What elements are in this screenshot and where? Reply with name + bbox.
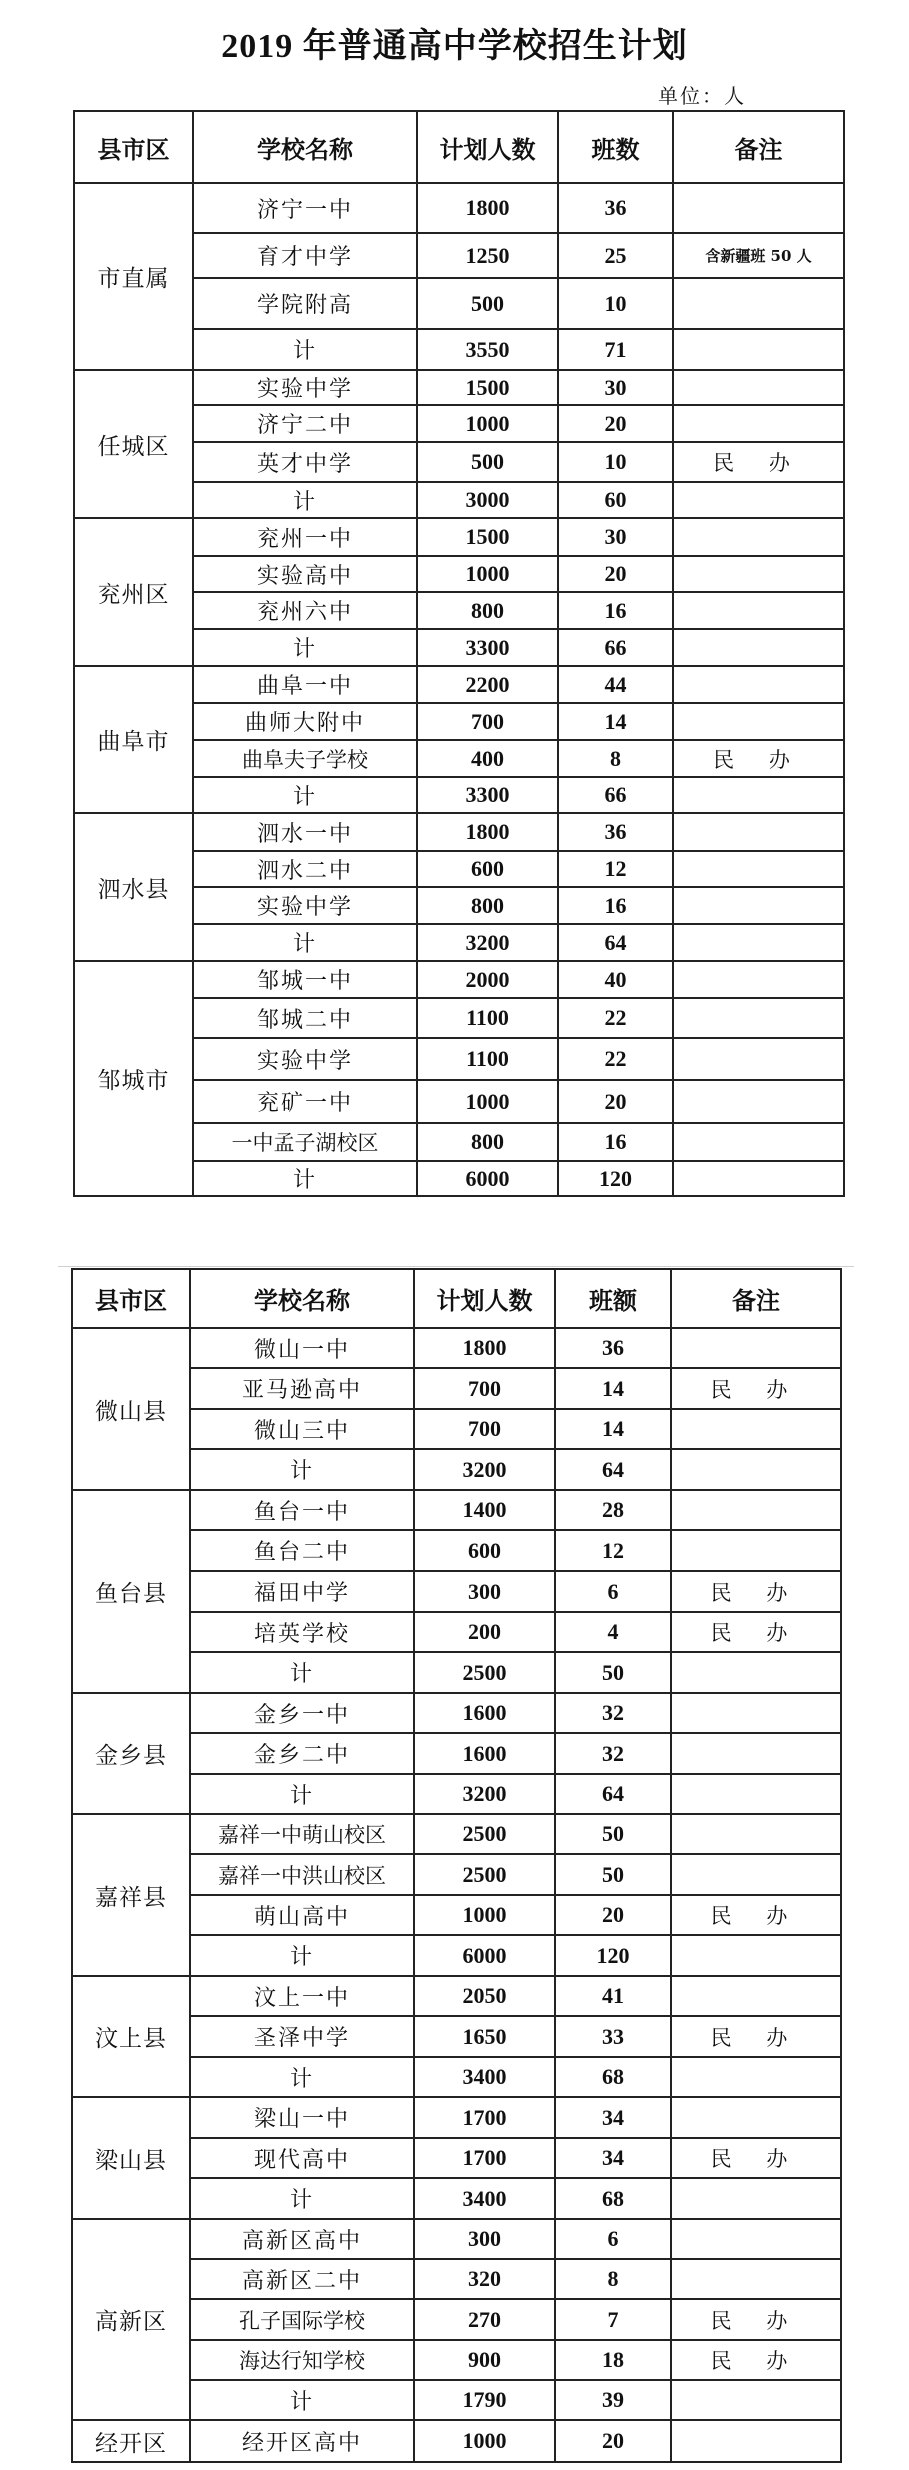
district-cell: 鱼台县: [72, 1490, 190, 1693]
class-count-cell: 36: [558, 813, 673, 851]
planned-count-cell: 300: [414, 2219, 555, 2259]
class-count-cell: 64: [555, 1449, 671, 1490]
header-row: [74, 111, 844, 183]
school-name-cell: 海达行知学校: [190, 2340, 414, 2380]
enrollment-table-1: [73, 110, 845, 1197]
planned-count-cell: 3200: [414, 1774, 555, 1814]
class-count-cell: 40: [558, 961, 673, 998]
remark-cell: [673, 629, 844, 666]
planned-count-cell: 700: [417, 703, 558, 740]
class-count-cell: 12: [558, 851, 673, 887]
planned-count-cell: 2500: [414, 1652, 555, 1693]
subtotal-label: 计: [193, 629, 417, 666]
class-count-cell: 6: [555, 2219, 671, 2259]
remark-cell: [673, 1161, 844, 1196]
class-count-cell: 16: [558, 1123, 673, 1161]
remark-cell: [673, 592, 844, 629]
district-cell: 微山县: [72, 1328, 190, 1490]
table-row: [74, 183, 844, 233]
class-count-cell: 16: [558, 887, 673, 924]
remark-cell: [673, 924, 844, 961]
table-row: [72, 1693, 841, 1733]
table-row: [74, 370, 844, 405]
header-district: 县市区: [74, 111, 193, 183]
planned-count-cell: 1400: [414, 1490, 555, 1530]
planned-count-cell: 1800: [417, 813, 558, 851]
remark-cell: 民 办: [671, 2340, 841, 2380]
planned-count-cell: 400: [417, 740, 558, 777]
enrollment-table-2: [71, 1268, 842, 2463]
class-count-cell: 20: [558, 405, 673, 442]
table-row: [72, 1814, 841, 1854]
planned-count-cell: 1650: [414, 2016, 555, 2057]
class-count-cell: 64: [558, 924, 673, 961]
class-count-cell: 50: [555, 1814, 671, 1854]
remark-cell: [673, 518, 844, 556]
remark-cell: 民 办: [671, 1571, 841, 1612]
planned-count-cell: 800: [417, 887, 558, 924]
class-count-cell: 41: [555, 1976, 671, 2016]
planned-count-cell: 1000: [417, 1080, 558, 1123]
class-count-cell: 20: [555, 1895, 671, 1935]
table-row: [72, 1490, 841, 1530]
district-cell: 兖州区: [74, 518, 193, 666]
planned-count-cell: 800: [417, 1123, 558, 1161]
district-cell: 高新区: [72, 2219, 190, 2420]
school-name-cell: 兖州六中: [193, 592, 417, 629]
remark-cell: 民 办: [671, 1612, 841, 1652]
header-row: [72, 1269, 841, 1328]
planned-count-cell: 1000: [417, 556, 558, 592]
planned-count-cell: 1000: [417, 405, 558, 442]
district-cell: 经开区: [72, 2420, 190, 2462]
school-name-cell: 曲师大附中: [193, 703, 417, 740]
planned-count-cell: 3550: [417, 329, 558, 370]
header-school-name: 学校名称: [190, 1269, 414, 1328]
class-count-cell: 50: [555, 1854, 671, 1895]
planned-count-cell: 600: [414, 1530, 555, 1571]
school-name-cell: 英才中学: [193, 442, 417, 482]
school-name-cell: 微山一中: [190, 1328, 414, 1368]
planned-count-cell: 6000: [417, 1161, 558, 1196]
class-count-cell: 20: [558, 556, 673, 592]
class-count-cell: 30: [558, 370, 673, 405]
school-name-cell: 金乡一中: [190, 1693, 414, 1733]
class-count-cell: 39: [555, 2380, 671, 2420]
remark-cell: [673, 482, 844, 518]
school-name-cell: 圣泽中学: [190, 2016, 414, 2057]
school-name-cell: 实验中学: [193, 370, 417, 405]
remark-cell: [671, 1328, 841, 1368]
remark-cell: [671, 1935, 841, 1976]
planned-count-cell: 270: [414, 2299, 555, 2340]
school-name-cell: 学院附高: [193, 278, 417, 329]
school-name-cell: 实验中学: [193, 1038, 417, 1080]
remark-cell: 民 办: [671, 1368, 841, 1409]
remark-cell: [673, 1080, 844, 1123]
remark-cell: [671, 1449, 841, 1490]
planned-count-cell: 1000: [414, 1895, 555, 1935]
remark-cell: [671, 2057, 841, 2097]
district-cell: 梁山县: [72, 2097, 190, 2219]
class-count-cell: 20: [555, 2420, 671, 2462]
school-name-cell: 福田中学: [190, 1571, 414, 1612]
planned-count-cell: 1800: [414, 1328, 555, 1368]
remark-cell: 民 办: [673, 740, 844, 777]
district-cell: 金乡县: [72, 1693, 190, 1814]
subtotal-label: 计: [190, 1652, 414, 1693]
remark-cell: [673, 405, 844, 442]
planned-count-cell: 3300: [417, 777, 558, 813]
planned-count-cell: 3400: [414, 2178, 555, 2219]
class-count-cell: 120: [558, 1161, 673, 1196]
header-planned: 计划人数: [414, 1269, 555, 1328]
planned-count-cell: 200: [414, 1612, 555, 1652]
remark-cell: [673, 777, 844, 813]
school-name-cell: 嘉祥一中洪山校区: [190, 1854, 414, 1895]
remark-cell: [671, 1490, 841, 1530]
class-count-cell: 22: [558, 998, 673, 1038]
class-count-cell: 6: [555, 1571, 671, 1612]
district-cell: 曲阜市: [74, 666, 193, 813]
planned-count-cell: 1800: [417, 183, 558, 233]
class-count-cell: 16: [558, 592, 673, 629]
class-count-cell: 66: [558, 777, 673, 813]
header-classes: 班额: [555, 1269, 671, 1328]
remark-cell: 含新疆班 50 人: [673, 233, 844, 278]
class-count-cell: 120: [555, 1935, 671, 1976]
school-name-cell: 萌山高中: [190, 1895, 414, 1935]
school-name-cell: 育才中学: [193, 233, 417, 278]
table-row: [72, 1976, 841, 2016]
planned-count-cell: 700: [414, 1409, 555, 1449]
school-name-cell: 高新区二中: [190, 2259, 414, 2299]
table-row: [74, 518, 844, 556]
subtotal-label: 计: [193, 924, 417, 961]
class-count-cell: 33: [555, 2016, 671, 2057]
class-count-cell: 36: [555, 1328, 671, 1368]
planned-count-cell: 3200: [414, 1449, 555, 1490]
remark-cell: [671, 1774, 841, 1814]
remark-cell: [673, 278, 844, 329]
district-cell: 汶上县: [72, 1976, 190, 2097]
class-count-cell: 8: [558, 740, 673, 777]
planned-count-cell: 320: [414, 2259, 555, 2299]
district-cell: 嘉祥县: [72, 1814, 190, 1976]
planned-count-cell: 2200: [417, 666, 558, 703]
planned-count-cell: 1100: [417, 1038, 558, 1080]
document-title: 2019 年普通高中学校招生计划: [221, 28, 688, 65]
unit-label: 单位：人: [658, 84, 746, 108]
class-count-cell: 20: [558, 1080, 673, 1123]
school-name-cell: 泗水一中: [193, 813, 417, 851]
school-name-cell: 兖州一中: [193, 518, 417, 556]
remark-cell: [671, 2097, 841, 2138]
school-name-cell: 嘉祥一中萌山校区: [190, 1814, 414, 1854]
planned-count-cell: 2050: [414, 1976, 555, 2016]
planned-count-cell: 2000: [417, 961, 558, 998]
remark-cell: 民 办: [671, 2138, 841, 2178]
class-count-cell: 60: [558, 482, 673, 518]
remark-cell: 民 办: [673, 442, 844, 482]
school-name-cell: 亚马逊高中: [190, 1368, 414, 1409]
header-district: 县市区: [72, 1269, 190, 1328]
class-count-cell: 34: [555, 2097, 671, 2138]
header-remark: 备注: [671, 1269, 841, 1328]
subtotal-label: 计: [193, 777, 417, 813]
district-cell: 邹城市: [74, 961, 193, 1196]
remark-cell: [671, 1530, 841, 1571]
school-name-cell: 汶上一中: [190, 1976, 414, 2016]
remark-cell: [671, 1976, 841, 2016]
planned-count-cell: 3300: [417, 629, 558, 666]
table-row: [72, 2420, 841, 2462]
class-count-cell: 32: [555, 1733, 671, 1774]
remark-cell: [671, 2259, 841, 2299]
remark-cell: [671, 2380, 841, 2420]
remark-cell: [673, 329, 844, 370]
divider: [58, 1266, 854, 1267]
class-count-cell: 71: [558, 329, 673, 370]
subtotal-label: 计: [190, 1935, 414, 1976]
remark-cell: [671, 1652, 841, 1693]
header-classes: 班数: [558, 111, 673, 183]
school-name-cell: 兖矿一中: [193, 1080, 417, 1123]
class-count-cell: 18: [555, 2340, 671, 2380]
class-count-cell: 22: [558, 1038, 673, 1080]
school-name-cell: 梁山一中: [190, 2097, 414, 2138]
class-count-cell: 4: [555, 1612, 671, 1652]
remark-cell: [673, 556, 844, 592]
planned-count-cell: 600: [417, 851, 558, 887]
remark-cell: [673, 961, 844, 998]
school-name-cell: 实验中学: [193, 887, 417, 924]
remark-cell: [673, 183, 844, 233]
class-count-cell: 10: [558, 442, 673, 482]
class-count-cell: 66: [558, 629, 673, 666]
planned-count-cell: 500: [417, 278, 558, 329]
subtotal-label: 计: [190, 1449, 414, 1490]
header-school-name: 学校名称: [193, 111, 417, 183]
class-count-cell: 14: [555, 1409, 671, 1449]
school-name-cell: 高新区高中: [190, 2219, 414, 2259]
school-name-cell: 孔子国际学校: [190, 2299, 414, 2340]
school-name-cell: 邹城二中: [193, 998, 417, 1038]
school-name-cell: 鱼台一中: [190, 1490, 414, 1530]
class-count-cell: 50: [555, 1652, 671, 1693]
class-count-cell: 30: [558, 518, 673, 556]
planned-count-cell: 1700: [414, 2138, 555, 2178]
district-cell: 市直属: [74, 183, 193, 370]
planned-count-cell: 2500: [414, 1854, 555, 1895]
school-name-cell: 鱼台二中: [190, 1530, 414, 1571]
remark-cell: [673, 887, 844, 924]
planned-count-cell: 3200: [417, 924, 558, 961]
remark-cell: [671, 2178, 841, 2219]
subtotal-label: 计: [193, 482, 417, 518]
header-planned: 计划人数: [417, 111, 558, 183]
planned-count-cell: 3000: [417, 482, 558, 518]
subtotal-label: 计: [190, 2178, 414, 2219]
remark-cell: [673, 813, 844, 851]
remark-cell: [673, 1038, 844, 1080]
remark-cell: 民 办: [671, 2016, 841, 2057]
class-count-cell: 68: [555, 2178, 671, 2219]
subtotal-label: 计: [190, 2057, 414, 2097]
planned-count-cell: 3400: [414, 2057, 555, 2097]
table-row: [72, 2097, 841, 2138]
class-count-cell: 12: [555, 1530, 671, 1571]
remark-cell: 民 办: [671, 1895, 841, 1935]
school-name-cell: 济宁一中: [193, 183, 417, 233]
school-name-cell: 微山三中: [190, 1409, 414, 1449]
planned-count-cell: 1100: [417, 998, 558, 1038]
subtotal-label: 计: [193, 329, 417, 370]
school-name-cell: 经开区高中: [190, 2420, 414, 2462]
planned-count-cell: 300: [414, 1571, 555, 1612]
planned-count-cell: 1000: [414, 2420, 555, 2462]
remark-cell: 民 办: [671, 2299, 841, 2340]
planned-count-cell: 1500: [417, 518, 558, 556]
remark-cell: [673, 998, 844, 1038]
class-count-cell: 8: [555, 2259, 671, 2299]
class-count-cell: 32: [555, 1693, 671, 1733]
planned-count-cell: 1790: [414, 2380, 555, 2420]
planned-count-cell: 800: [417, 592, 558, 629]
remark-cell: [673, 851, 844, 887]
remark-cell: [671, 1733, 841, 1774]
class-count-cell: 14: [558, 703, 673, 740]
remark-cell: [671, 1854, 841, 1895]
remark-cell: [673, 703, 844, 740]
remark-cell: [673, 1123, 844, 1161]
class-count-cell: 7: [555, 2299, 671, 2340]
school-name-cell: 曲阜一中: [193, 666, 417, 703]
planned-count-cell: 2500: [414, 1814, 555, 1854]
district-cell: 泗水县: [74, 813, 193, 961]
district-cell: 任城区: [74, 370, 193, 518]
school-name-cell: 实验高中: [193, 556, 417, 592]
planned-count-cell: 1600: [414, 1733, 555, 1774]
subtotal-label: 计: [193, 1161, 417, 1196]
school-name-cell: 金乡二中: [190, 1733, 414, 1774]
remark-cell: [673, 666, 844, 703]
table-row: [74, 666, 844, 703]
class-count-cell: 25: [558, 233, 673, 278]
remark-cell: [671, 1409, 841, 1449]
school-name-cell: 现代高中: [190, 2138, 414, 2178]
planned-count-cell: 1250: [417, 233, 558, 278]
class-count-cell: 64: [555, 1774, 671, 1814]
planned-count-cell: 1700: [414, 2097, 555, 2138]
remark-cell: [671, 1693, 841, 1733]
school-name-cell: 泗水二中: [193, 851, 417, 887]
class-count-cell: 36: [558, 183, 673, 233]
school-name-cell: 一中孟子湖校区: [193, 1123, 417, 1161]
planned-count-cell: 500: [417, 442, 558, 482]
table-row: [74, 813, 844, 851]
planned-count-cell: 900: [414, 2340, 555, 2380]
remark-cell: [671, 2219, 841, 2259]
class-count-cell: 34: [555, 2138, 671, 2178]
class-count-cell: 68: [555, 2057, 671, 2097]
school-name-cell: 邹城一中: [193, 961, 417, 998]
class-count-cell: 44: [558, 666, 673, 703]
class-count-cell: 28: [555, 1490, 671, 1530]
school-name-cell: 培英学校: [190, 1612, 414, 1652]
planned-count-cell: 6000: [414, 1935, 555, 1976]
subtotal-label: 计: [190, 1774, 414, 1814]
school-name-cell: 曲阜夫子学校: [193, 740, 417, 777]
school-name-cell: 济宁二中: [193, 405, 417, 442]
table-row: [72, 1328, 841, 1368]
remark-cell: [673, 370, 844, 405]
planned-count-cell: 700: [414, 1368, 555, 1409]
planned-count-cell: 1600: [414, 1693, 555, 1733]
header-remark: 备注: [673, 111, 844, 183]
class-count-cell: 10: [558, 278, 673, 329]
table-row: [72, 2219, 841, 2259]
class-count-cell: 14: [555, 1368, 671, 1409]
planned-count-cell: 1500: [417, 370, 558, 405]
subtotal-label: 计: [190, 2380, 414, 2420]
remark-cell: [671, 2420, 841, 2462]
table-row: [74, 961, 844, 998]
remark-cell: [671, 1814, 841, 1854]
